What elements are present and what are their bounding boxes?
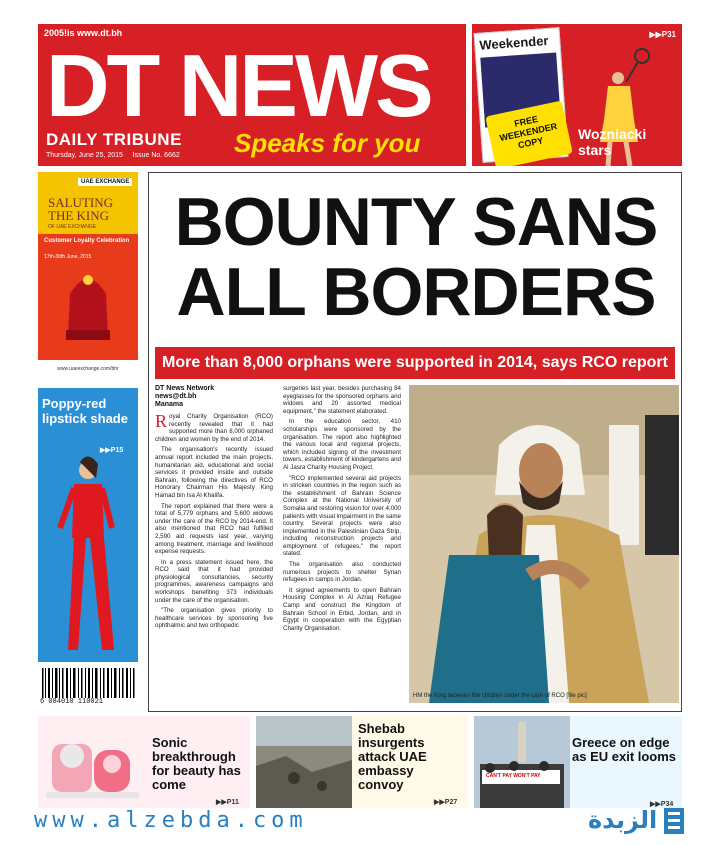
byline-location: Manama [155,401,184,408]
weekender-promo[interactable] [472,24,682,166]
attack-scene-image [256,716,352,808]
teaser-greece-eu[interactable] [474,716,682,808]
story-paragraph-10: It signed agreements to open Bahrain Housing Complex in Al Azraq Refugee Camp and construct the Kingdom of Bahrain School in Erbid, Jordan, and in Egypt in cooperation with the Egyptian Charity Organisation. [283,586,401,632]
ad-url[interactable]: www.uaeexchange.com/bhr [38,360,138,380]
teaser-1-page-ref: ▶▶P11 [216,799,239,806]
masthead-slogan: Speaks for you [234,128,421,158]
story-paragraph-2: The organisation's recently issued annual report included the main projects, humanitarian aid, educational and social services it provided inside and outside Bahrain, following the directives of RCO Honorary Chairman His Majesty King Hamad bin Isa Al Khalifa. [155,446,273,499]
byline-network: DT News Network [155,385,215,392]
masthead-tribune: DAILY TRIBUNE [46,130,182,149]
headline-line-1: BOUNTY SANS [174,184,658,260]
story-paragraph-5: "The organisation gives priority to healthcare services by sponsoring five ophthalmic and two orthopedic [155,607,273,630]
headline-line-2: ALL BORDERS [176,254,656,330]
barcode-number: 6 084010 110021 [40,698,104,706]
beauty-device-image [38,716,148,808]
story-paragraph-9: The organisation also conducted numerous projects to shelter Syrian refugees in camps in Jordan. [283,561,401,584]
ad-red-panel [38,234,138,360]
teaser-2-page-num: P27 [444,799,458,806]
story-column-1 [155,413,273,633]
lipstick-title: Poppy-red lipstick shade [42,396,128,426]
zebda-logo-text: الزبدة [588,806,658,834]
weekender-free-badge: FREE WEEKENDER COPY [485,100,573,166]
model-in-red-suit-illustration [38,388,138,662]
king-embracing-child-illustration [409,385,679,703]
throne-icon [38,234,138,360]
story-paragraph-1: oyal Charity Organisation (RCO) recently revealed that it had supported more than 8,000 orphaned children and women by the end of 2014. [155,413,273,443]
lipstick-page-ref: ▶▶P15 [100,447,124,454]
story-paragraph-4: In a press statement issued here, the RCO said that it had provided physiological consultancies, security programmes, awareness campaigns and workshops benefiting 373 individuals under the care of the organisation. [155,558,273,604]
teaser-2-title: Shebab insurgents attack UAE embassy convoy [358,721,427,792]
lead-story [148,172,682,712]
weekender-mag-title: Weekender [478,32,549,53]
masthead-dateline [46,152,180,159]
photo-caption: HM the King receives the children under the care of RCO [file pic] [413,693,587,699]
weekender-page-num: P31 [661,30,676,39]
teaser-1-title: Sonic breakthrough for beauty has come [152,735,241,792]
teaser-1-page-num: P11 [226,799,239,806]
masthead-date: Thursday, June 25, 2015 [46,152,123,159]
byline-email[interactable]: news@dt.bh [155,393,197,400]
masthead-web: 2005!is www.dt.bh [44,28,123,38]
story-column-2 [283,385,401,635]
teaser-2-page-ref: ▶▶P27 [434,799,458,806]
lead-subheadline: More than 8,000 orphans were supported in 2014, says RCO report [155,347,675,379]
teaser-shebab-attack[interactable] [256,716,468,808]
protest-banner-text: CAN'T PAY WON'T PAY [486,773,541,779]
teaser-sonic-beauty[interactable] [38,716,250,808]
weekender-page-ref: ▶▶P31 [649,30,676,39]
lipstick-teaser[interactable] [38,388,138,662]
barcode-bars [38,668,138,698]
story-paragraph-6: surgeries last year, besides purchasing 84 eyeglasses for the sponsored orphans and widows and 20 assorted medical equipment," the statement elaborated. [283,385,401,415]
lipstick-page-num: P15 [110,447,124,454]
watermark-url[interactable]: www.alzebda.com [34,808,308,833]
story-paragraph-7: In the education sector, 410 scholarships were sponsored by the organisation. The report also highlighted the various local and regional projects, which included signing of the investment towers, establishment of kindergartens and Al Jasra Charity Housing Project. [283,418,401,471]
weekender-caption: Wozniacki stars [578,126,647,158]
ad-brand: UAE EXCHANGE [78,178,132,186]
newspaper-logo: DT NEWS [46,36,431,135]
masthead-issue: Issue No. 6662 [132,152,180,159]
teaser-3-page-num: P34 [660,801,674,808]
barcode [38,668,138,708]
masthead [38,24,466,166]
ad-subheadline: OF UAE EXCHANGE [48,224,97,230]
protest-scene-image [474,716,570,808]
ad-dates: 17th-30th June, 2015 [44,254,92,260]
ad-headline: SALUTING THE KING [48,195,113,223]
teaser-3-title: Greece on edge as EU exit looms [572,735,677,764]
uae-exchange-ad[interactable] [38,172,138,380]
lead-photo [409,385,679,703]
teaser-3-page-ref: ▶▶P34 [650,801,674,808]
lead-headline [149,184,683,330]
ad-loyalty-text: Customer Loyalty Celebration [44,238,130,244]
zebda-logo-mark-icon [664,808,684,834]
story-paragraph-8: "RCO implemented several aid projects in stricken countries in the region such as the establishment of Bahrain Science Complex at the National University of Somalia and restoring vision for over 4,000 patients with visual impairment in the same country. Several projects were also implemented in the Palestinian Gaza Strip, including reconstruction projects and employment of refugees," the report stated. [283,474,401,558]
story-paragraph-3: The report explained that there were a total of 5,779 orphans and 5,600 widows under the care of the RCO by 2014-end. It also mentioned that RCO had fulfilled 2,590 aid requests last year, varying among treatment, marriage and livelihood expense requests. [155,502,273,556]
zebda-logo [588,804,684,838]
story-byline [155,385,214,409]
story-dropcap: R [155,411,168,431]
